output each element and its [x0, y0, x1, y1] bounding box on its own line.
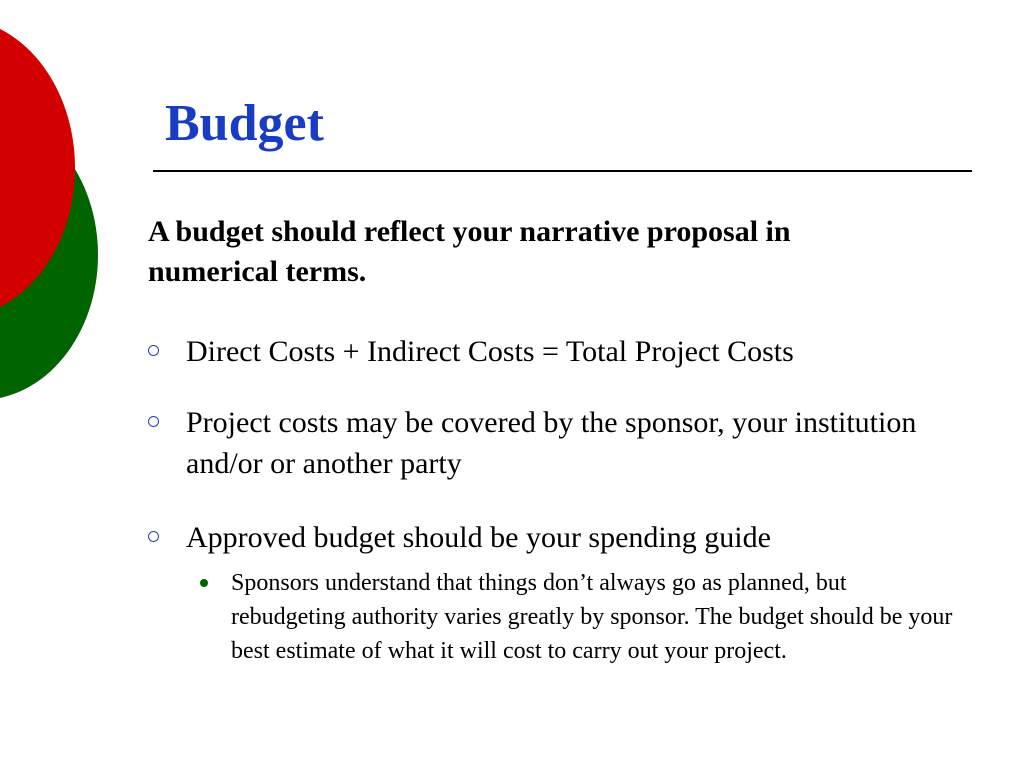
hollow-circle-bullet-icon [148, 531, 159, 542]
hollow-circle-bullet-icon [148, 416, 159, 427]
slide-title: Budget [165, 95, 324, 152]
bullet-item [148, 331, 958, 372]
sub-bullet-item [200, 566, 960, 668]
hollow-circle-bullet-icon [148, 345, 159, 356]
bullet-item [148, 517, 958, 558]
title-divider [153, 170, 972, 172]
bullet-text: Approved budget should be your spending guide [186, 521, 771, 554]
sub-bullet-text: Sponsors understand that things don’t always go as planned, but rebudgeting authority varies greatly by sponsor. The budget should be your best estimate of what it will cost to carry out your project. [231, 570, 953, 664]
filled-dot-bullet-icon [200, 579, 208, 587]
intro-text: A budget should reflect your narrative proposal in numerical terms. [148, 215, 791, 288]
bullet-item [148, 402, 958, 484]
bullet-text: Direct Costs + Indirect Costs = Total Project Costs [186, 335, 794, 368]
bullet-text: Project costs may be covered by the sponsor, your institution and/or or another party [186, 406, 917, 480]
